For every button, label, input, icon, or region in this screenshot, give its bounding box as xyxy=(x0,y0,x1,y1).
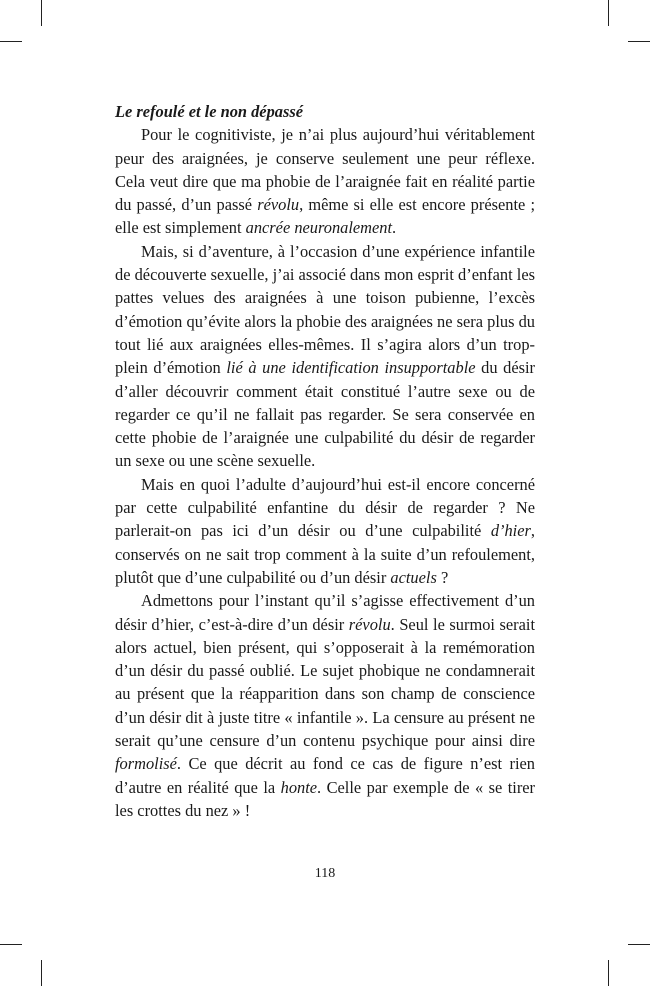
crop-mark-bottom-right xyxy=(608,960,609,986)
text-run: Pour le cognitiviste, je n’ai plus aujourd’hui véritablement peur des araignées, je conserve seulement une peur réflexe. Cela veut dire que ma phobie de l’araignée fait en réalité partie du passé, d’un passé xyxy=(115,125,535,215)
text-run: . xyxy=(392,218,397,238)
text-run: Mais, si d’aventure, à l’occasion d’une expérience infantile de découverte sexuelle, j’ai associé dans mon esprit d’enfant les pattes velues des araignées à une toison pubienne, l’excès d’émotion qu’évite alors la phobie des araignées ne sera plus du tout lié aux araignées elles-mêmes. Il s’agira alors d’un trop-plein d’émotion xyxy=(115,241,535,378)
text-run: du désir d’aller découvrir comment était constitué l’autre sexe ou de regarder ce qu’il ne fallait pas regarder. Se sera conservée en cette phobie de l’araignée une culpabilité du désir de regarder un sexe ou une scène sexuelle. xyxy=(115,358,536,471)
crop-mark-bottom-right xyxy=(628,944,650,945)
crop-mark-top-right xyxy=(628,41,650,42)
crop-mark-bottom-left xyxy=(41,960,42,986)
italic-run: révolu xyxy=(348,614,391,634)
italic-run: actuels xyxy=(390,567,437,587)
text-run: Admettons pour l’instant qu’il s’agisse effectivement d’un désir d’hier, c’est-à-dire d’un désir xyxy=(115,591,535,634)
paragraph xyxy=(115,123,535,239)
crop-mark-bottom-left xyxy=(0,944,22,945)
text-run: . Ce que décrit au fond ce cas de figure n’est rien d’autre en réalité que la xyxy=(115,754,535,797)
crop-mark-top-right xyxy=(608,0,609,26)
page-number: 118 xyxy=(314,866,336,881)
italic-run: ancrée neuronalement xyxy=(245,218,393,238)
paragraph xyxy=(115,589,535,822)
italic-run: révolu xyxy=(257,195,300,215)
italic-run: d’hier xyxy=(490,521,531,541)
crop-mark-top-left xyxy=(0,41,22,42)
text-run: , même si elle est encore présente ; elle est simplement xyxy=(115,195,535,238)
text-run: . Celle par exemple de « se tirer les crottes du nez » ! xyxy=(115,777,536,820)
text-run: . Seul le surmoi serait alors actuel, bien présent, qui s’opposerait à la remémoration d’un désir du passé oublié. Le sujet phobique ne condamnerait au présent que la réapparition dans son champ de conscience d’un désir dit à juste titre « infantile ». La censure au présent ne serait qu’une censure d’un contenu psychique pour ainsi dire xyxy=(115,614,535,751)
italic-run: honte xyxy=(280,777,318,797)
page-content xyxy=(115,100,535,822)
italic-run: lié à une identification insupportable xyxy=(226,358,476,378)
section-heading: Le refoulé et le non dépassé xyxy=(115,102,304,121)
text-run: Mais en quoi l’adulte d’aujourd’hui est-il encore concerné par cette culpabilité enfantine du désir de regarder ? Ne parlerait-on pas ici d’un désir ou d’une culpabilité xyxy=(115,474,535,541)
paragraph xyxy=(115,473,535,589)
text-run: , conservés on ne sait trop comment à la suite d’un refoulement, plutôt que d’une culpabilité ou d’un désir xyxy=(115,521,535,587)
text-run: ? xyxy=(436,567,449,587)
italic-run: formolisé xyxy=(115,754,177,774)
paragraph xyxy=(115,240,535,473)
crop-mark-top-left xyxy=(41,0,42,26)
